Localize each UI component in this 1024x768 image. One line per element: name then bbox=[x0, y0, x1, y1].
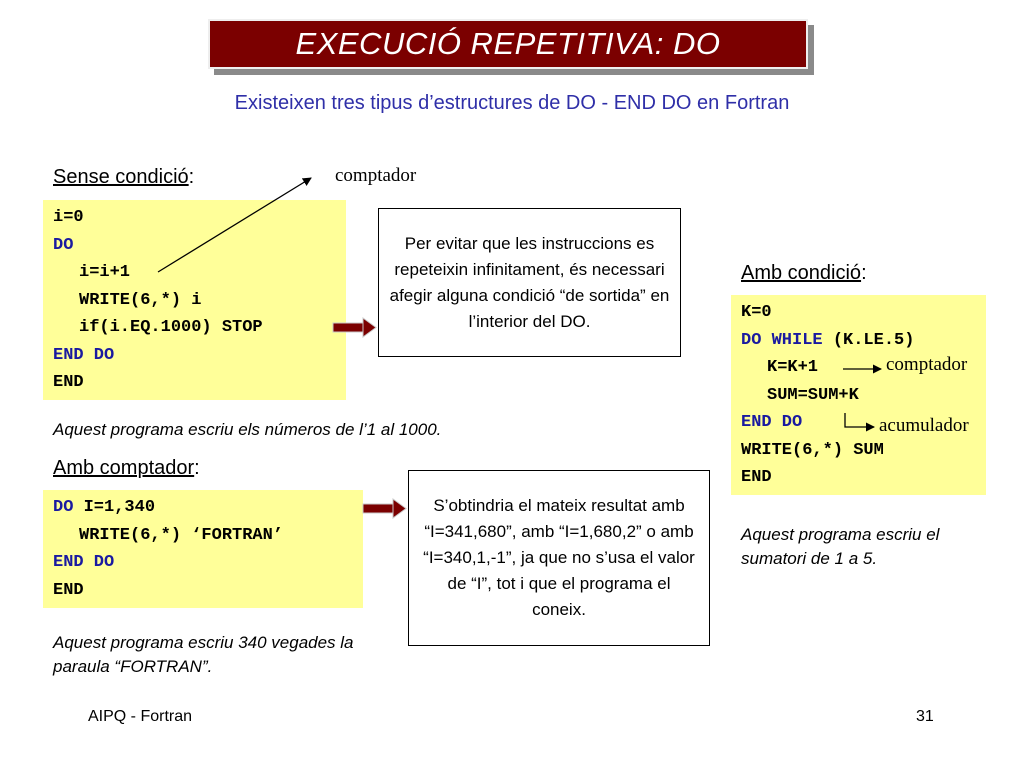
code-text: WRITE(6,*) ‘FORTRAN’ bbox=[79, 525, 284, 545]
code-text: i=i+1 bbox=[79, 263, 131, 282]
caption-amb-comptador: Aquest programa escriu 340 vegades la paraula “FORTRAN”. bbox=[53, 633, 354, 676]
code-text: (K.LE.5) bbox=[822, 330, 915, 350]
caption-sense-condicio: Aquest programa escriu els números de l’1 al 1000. bbox=[53, 420, 442, 439]
code-keyword: END DO bbox=[53, 345, 115, 365]
caption-amb-condicio: Aquest programa escriu el sumatori de 1 a 5. bbox=[741, 525, 940, 568]
code-keyword: DO bbox=[53, 498, 74, 517]
heading-sense-text: Sense condició bbox=[53, 166, 189, 188]
note-sense-text: Per evitar que les instruccions es repeteixin infinitament, és necessari afegir alguna condició “de sortida” en l’interior del DO. bbox=[389, 233, 670, 331]
code-text: K=0 bbox=[741, 303, 772, 322]
note-comptador-text: S’obtindria el mateix resultat amb “I=341,680”, amb “I=1,680,2” o amb “I=340,1,-1”, ja que no s’usa el valor de “I”, tot i que el programa el coneix. bbox=[423, 496, 695, 619]
heading-sense-colon: : bbox=[188, 166, 195, 188]
code-text: END bbox=[53, 373, 84, 392]
code-keyword: DO WHILE bbox=[741, 330, 823, 350]
label-acumulador: acumulador bbox=[879, 415, 969, 436]
heading-comptador-text: Amb comptador bbox=[53, 457, 195, 479]
label-comptador-2: comptador bbox=[886, 354, 968, 375]
code-keyword: END DO bbox=[53, 553, 115, 572]
subtitle: Existeixen tres tipus d’estructures de DO - END DO en Fortran bbox=[234, 92, 790, 114]
code-text: END bbox=[53, 580, 84, 600]
code-keyword: DO bbox=[53, 235, 74, 255]
heading-condicio-text: Amb condició bbox=[741, 262, 862, 284]
block-arrow-right-icon bbox=[363, 499, 406, 518]
code-text: if(i.EQ.1000) STOP bbox=[79, 318, 263, 337]
heading-condicio-colon: : bbox=[861, 262, 867, 284]
block-arrow-right-icon bbox=[333, 318, 376, 337]
heading-comptador-colon: : bbox=[194, 457, 200, 479]
pointer-line-comptador bbox=[158, 178, 311, 272]
arrow-acumulador-icon bbox=[845, 413, 874, 427]
code-keyword: END DO bbox=[741, 413, 803, 432]
footer-label: AIPQ - Fortran bbox=[88, 708, 193, 725]
page-number: 31 bbox=[916, 708, 934, 725]
label-comptador-1: comptador bbox=[335, 165, 417, 186]
code-text: K=K+1 bbox=[767, 358, 819, 377]
code-text: SUM=SUM+K bbox=[767, 385, 859, 405]
code-text: WRITE(6,*) i bbox=[79, 290, 202, 310]
code-text: i=0 bbox=[53, 208, 84, 227]
code-text: I=1,340 bbox=[73, 498, 156, 517]
code-text: WRITE(6,*) SUM bbox=[741, 440, 884, 460]
page-title: EXECUCIÓ REPETITIVA: DO bbox=[295, 26, 721, 61]
code-text: END bbox=[741, 468, 772, 487]
